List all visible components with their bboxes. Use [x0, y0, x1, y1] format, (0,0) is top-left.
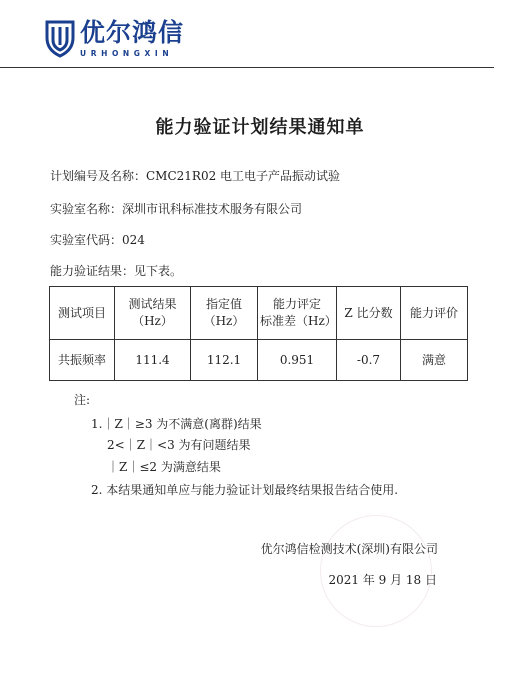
table-header-row — [50, 287, 468, 340]
plan-number-name: 计划编号及名称：CMC21R02 电工电子产品振动试验 — [50, 169, 341, 183]
note-line-1: 1.｜Z｜≥3 为不满意(离群)结果 — [91, 417, 262, 431]
header-cell-assigned-value — [191, 287, 258, 340]
document-title: 能力验证计划结果通知单 — [155, 117, 365, 138]
issuing-organization: 优尔鸿信检测技术(深圳)有限公司 — [260, 542, 438, 556]
header-cell-evaluation — [401, 287, 468, 340]
table-row — [50, 340, 468, 381]
cell-evaluation: 满意 — [401, 340, 468, 381]
header-divider — [0, 67, 494, 68]
header-unit: （Hz） — [203, 314, 245, 328]
note-line-2: 2<｜Z｜<3 为有问题结果 — [107, 438, 251, 452]
cell-std-deviation: 0.951 — [258, 340, 337, 381]
header-text: 能力评定 — [272, 297, 321, 311]
header-text: 指定值 — [205, 297, 242, 311]
cell-z-score: -0.7 — [337, 340, 401, 381]
cell-test-item: 共振频率 — [50, 340, 115, 381]
header-text: Z 比分数 — [344, 305, 393, 320]
lab-code: 实验室代码：024 — [50, 233, 145, 247]
header-unit: 标准差（Hz） — [260, 314, 337, 328]
lab-name: 实验室名称：深圳市讯科标准技术服务有限公司 — [50, 202, 303, 216]
cell-assigned-value: 112.1 — [191, 340, 258, 381]
company-logo — [44, 18, 184, 59]
header-unit: （Hz） — [132, 314, 173, 328]
header-text: 测试项目 — [57, 305, 106, 320]
header-cell-z-score — [337, 287, 401, 340]
header-cell-test-item — [50, 287, 115, 340]
issue-date: 2021 年 9 月 18 日 — [328, 573, 437, 587]
header-text: 能力评价 — [409, 305, 458, 320]
verification-result: 能力验证结果：见下表。 — [50, 264, 183, 278]
shield-logo-icon — [44, 18, 76, 58]
header-cell-std-deviation — [258, 287, 337, 340]
header-cell-test-result — [115, 287, 191, 340]
cell-test-result: 111.4 — [115, 340, 191, 381]
notes-label: 注: — [74, 393, 91, 407]
note-line-3: ｜Z｜≤2 为满意结果 — [107, 460, 221, 474]
logo-chinese-name: 优尔鸿信 — [80, 18, 185, 47]
results-table — [49, 286, 468, 381]
logo-english-name: URHONGXIN — [80, 49, 174, 58]
header-text: 测试结果 — [128, 297, 177, 311]
note-line-4: 2. 本结果通知单应与能力验证计划最终结果报告结合使用. — [91, 483, 399, 497]
